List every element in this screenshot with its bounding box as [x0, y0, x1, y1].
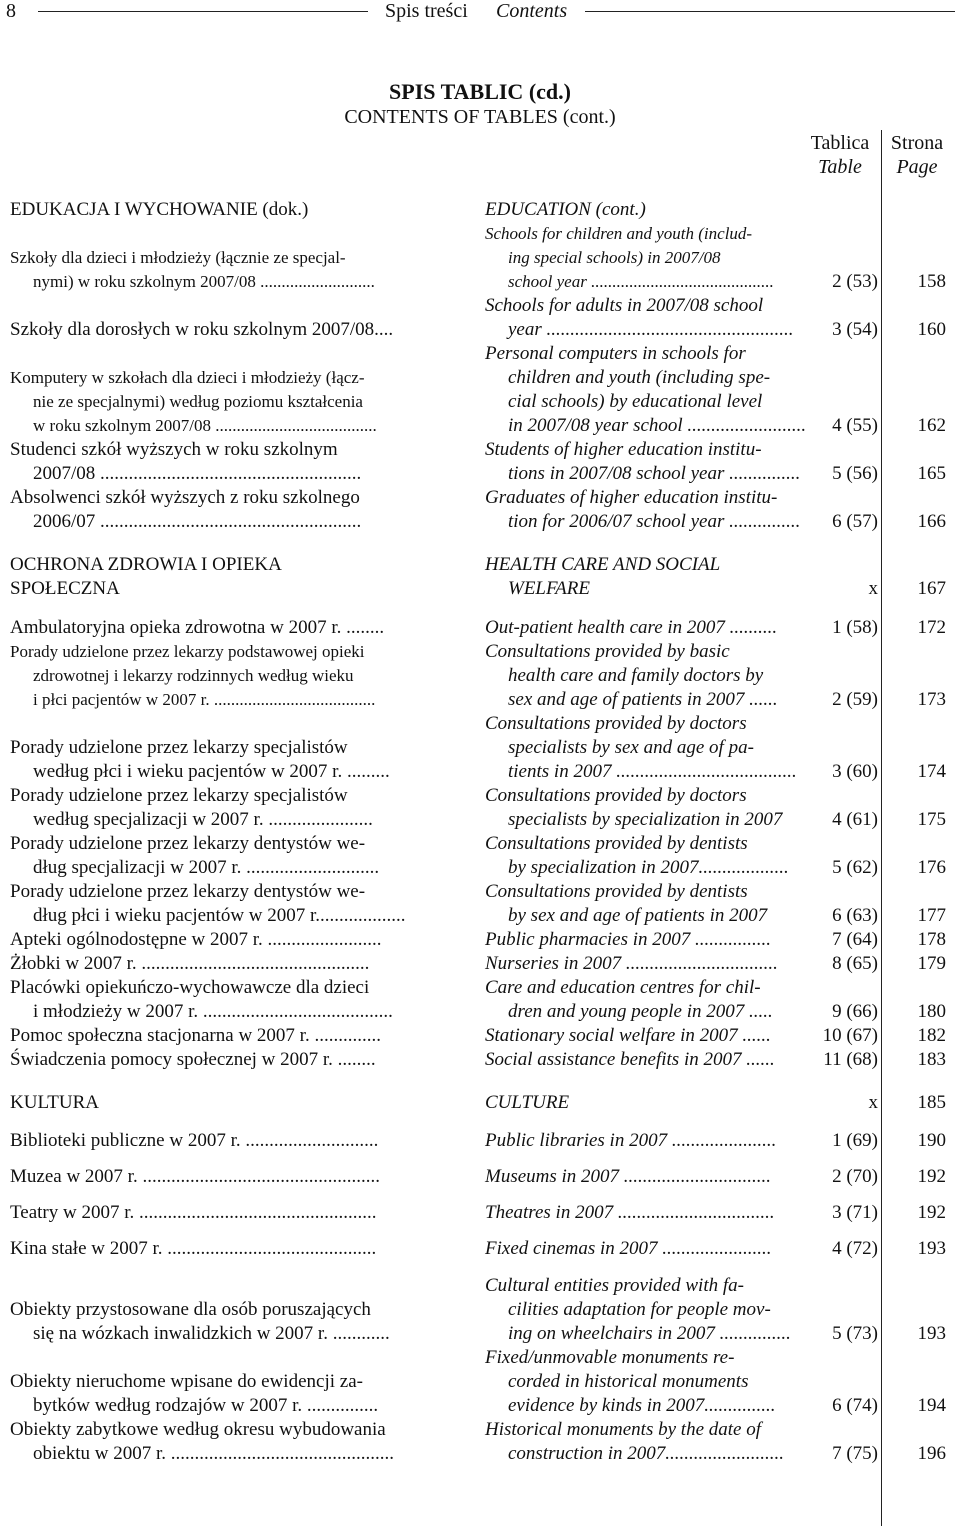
page-reference[interactable]: 160: [917, 319, 946, 340]
entry-title-en: health care and family doctors by: [508, 665, 764, 686]
page-reference[interactable]: 192: [917, 1166, 946, 1187]
header-rule-left: [38, 11, 368, 12]
column-divider: [881, 180, 882, 1526]
entry-title-en: CULTURE: [485, 1092, 570, 1113]
page-reference[interactable]: 176: [917, 857, 946, 878]
entry-title-pl: dług specjalizacji w 2007 r. ............................: [33, 857, 380, 878]
entry-title-en: ing special schools) in 2007/08: [508, 248, 721, 267]
page-reference[interactable]: 174: [917, 761, 946, 782]
entry-title-pl: KULTURA: [10, 1092, 100, 1113]
table-number: 4 (61): [832, 809, 878, 830]
entry-title-pl: Obiekty nieruchome wpisane do ewidencji za-: [10, 1371, 363, 1392]
table-number: 1 (58): [832, 617, 878, 638]
entry-title-pl: Studenci szkół wyższych w roku szkolnym: [10, 439, 338, 460]
page-subtitle: CONTENTS OF TABLES (cont.): [344, 106, 616, 128]
table-number: 4 (72): [832, 1238, 878, 1259]
entry-title-en: construction in 2007.........................: [508, 1443, 785, 1464]
page-reference[interactable]: 165: [917, 463, 946, 484]
table-number: 10 (67): [822, 1025, 878, 1046]
page-reference[interactable]: 180: [917, 1001, 946, 1022]
entry-title-en: corded in historical monuments: [508, 1371, 749, 1392]
entry-title-en: by specialization in 2007...................: [508, 857, 789, 878]
entry-title-pl: EDUKACJA I WYCHOWANIE (dok.): [10, 199, 309, 220]
page-reference[interactable]: 178: [917, 929, 946, 950]
table-number: 3 (60): [832, 761, 878, 782]
entry-title-pl: dług płci i wieku pacjentów w 2007 r...................: [33, 905, 406, 926]
entry-title-en: cilities adaptation for people mov-: [508, 1299, 771, 1320]
entry-title-en: evidence by kinds in 2007...............: [508, 1395, 776, 1416]
header-section-en: Contents: [496, 0, 568, 22]
entry-title-en: dren and young people in 2007 .....: [508, 1001, 773, 1022]
entry-title-pl: Żłobki w 2007 r. ................................................: [10, 953, 370, 974]
col-page-pl: Strona: [890, 132, 944, 154]
entry-title-en: Fixed cinemas in 2007 .......................: [485, 1238, 772, 1259]
page-reference[interactable]: 172: [917, 617, 946, 638]
entry-title-pl: Teatry w 2007 r. ..................................................: [10, 1202, 377, 1223]
table-number: 3 (54): [832, 319, 878, 340]
entry-title-pl: Porady udzielone przez lekarzy dentystów we-: [10, 833, 366, 854]
table-number: x: [868, 578, 878, 599]
page-number: 8: [6, 0, 16, 22]
entry-title-en: Historical monuments by the date of: [485, 1419, 761, 1440]
entry-title-en: Schools for adults in 2007/08 school: [485, 295, 764, 316]
page-reference[interactable]: 173: [917, 689, 946, 710]
col-page-en: Page: [896, 156, 938, 178]
page-reference[interactable]: 158: [917, 271, 946, 292]
entry-title-en: Care and education centres for chil-: [485, 977, 761, 998]
page-reference[interactable]: 177: [917, 905, 946, 926]
entry-title-en: Consultations provided by dentists: [485, 833, 748, 854]
page-reference[interactable]: 162: [917, 415, 946, 436]
entry-title-pl: OCHRONA ZDROWIA I OPIEKA: [10, 554, 282, 575]
table-number: 5 (62): [832, 857, 878, 878]
table-number: 2 (53): [832, 271, 878, 292]
table-number: x: [868, 1092, 878, 1113]
entry-title-pl: i płci pacjentów w 2007 r. ......................................: [33, 690, 376, 709]
table-number: 6 (74): [832, 1395, 878, 1416]
page-reference[interactable]: 192: [917, 1202, 946, 1223]
page-reference[interactable]: 167: [917, 578, 946, 599]
entry-title-en: Consultations provided by doctors: [485, 785, 747, 806]
table-number: 9 (66): [832, 1001, 878, 1022]
page-reference[interactable]: 183: [917, 1049, 946, 1070]
page-reference[interactable]: 175: [917, 809, 946, 830]
entry-title-pl: Świadczenia pomocy społecznej w 2007 r. ........: [10, 1049, 376, 1070]
entry-title-en: sex and age of patients in 2007 ......: [508, 689, 778, 710]
entry-title-en: Theatres in 2007 .................................: [485, 1202, 775, 1223]
entry-title-pl: Komputery w szkołach dla dzieci i młodzieży (łącz-: [10, 368, 365, 387]
table-number: 7 (75): [832, 1443, 878, 1464]
entry-title-en: Personal computers in schools for: [485, 343, 746, 364]
entry-title-pl: Szkoły dla dzieci i młodzieży (łącznie ze specjal-: [10, 248, 346, 267]
page-reference[interactable]: 185: [917, 1092, 946, 1113]
entry-title-pl: Szkoły dla dorosłych w roku szkolnym 2007/08....: [10, 319, 394, 340]
entry-title-pl: Absolwenci szkół wyższych z roku szkolnego: [10, 487, 360, 508]
page-reference[interactable]: 166: [917, 511, 946, 532]
entry-title-en: Nurseries in 2007 ................................: [485, 953, 778, 974]
entry-title-en: ing on wheelchairs in 2007 ...............: [508, 1323, 791, 1344]
entry-title-pl: i młodzieży w 2007 r. ........................................: [33, 1001, 393, 1022]
entry-title-pl: Obiekty zabytkowe według okresu wybudowania: [10, 1419, 386, 1440]
entry-title-en: Stationary social welfare in 2007 ......: [485, 1025, 771, 1046]
table-number: 5 (73): [832, 1323, 878, 1344]
entry-title-pl: Pomoc społeczna stacjonarna w 2007 r. ..............: [10, 1025, 381, 1046]
page-reference[interactable]: 179: [917, 953, 946, 974]
entry-title-en: WELFARE: [508, 578, 590, 599]
entry-title-pl: Porady udzielone przez lekarzy podstawowej opieki: [10, 642, 365, 661]
entry-title-pl: Obiekty przystosowane dla osób poruszających: [10, 1299, 371, 1320]
entry-title-pl: w roku szkolnym 2007/08 ......................................: [33, 416, 377, 435]
entry-title-en: EDUCATION (cont.): [485, 199, 646, 220]
entry-title-pl: Placówki opiekuńczo-wychowawcze dla dzieci: [10, 977, 370, 998]
entry-title-pl: według płci i wieku pacjentów w 2007 r. .........: [33, 761, 390, 782]
entry-title-pl: Porady udzielone przez lekarzy dentystów we-: [10, 881, 366, 902]
entry-title-en: cial schools) by educational level: [508, 391, 763, 412]
page-reference[interactable]: 193: [917, 1238, 946, 1259]
entry-title-pl: się na wózkach inwalidzkich w 2007 r. ............: [33, 1323, 390, 1344]
entry-title-pl: bytków według rodzajów w 2007 r. ...............: [33, 1395, 379, 1416]
table-number: 1 (69): [832, 1130, 878, 1151]
table-number: 3 (71): [832, 1202, 878, 1223]
header-section-pl: Spis treści: [385, 0, 468, 22]
entry-title-en: Public libraries in 2007 ......................: [485, 1130, 777, 1151]
entry-title-pl: Biblioteki publiczne w 2007 r. ............................: [10, 1130, 379, 1151]
table-number: 7 (64): [832, 929, 878, 950]
entry-title-en: specialists by sex and age of pa-: [508, 737, 754, 758]
entry-title-en: Students of higher education institu-: [485, 439, 762, 460]
page-title: SPIS TABLIC (cd.): [389, 79, 571, 104]
table-number: 6 (63): [832, 905, 878, 926]
header-rule-right: [585, 11, 955, 12]
entry-title-en: HEALTH CARE AND SOCIAL: [485, 554, 721, 575]
entry-title-en: children and youth (including spe-: [508, 367, 771, 388]
entry-title-pl: Porady udzielone przez lekarzy specjalistów: [10, 785, 348, 806]
entry-title-en: by sex and age of patients in 2007: [508, 905, 768, 926]
entry-title-pl: Porady udzielone przez lekarzy specjalistów: [10, 737, 348, 758]
table-number: 2 (70): [832, 1166, 878, 1187]
entry-title-en: Public pharmacies in 2007 ................: [485, 929, 772, 950]
entry-title-pl: 2007/08 .......................................................: [33, 463, 362, 484]
entry-title-en: tients in 2007 ......................................: [508, 761, 797, 782]
entry-title-pl: SPOŁECZNA: [10, 578, 120, 599]
page-reference[interactable]: 182: [917, 1025, 946, 1046]
entry-title-pl: Apteki ogólnodostępne w 2007 r. ........................: [10, 929, 382, 950]
col-table-pl: Tablica: [810, 132, 870, 154]
page-reference[interactable]: 193: [917, 1323, 946, 1344]
entry-title-en: Consultations provided by doctors: [485, 713, 747, 734]
column-divider-top: [881, 130, 882, 180]
entry-title-pl: Muzea w 2007 r. ..................................................: [10, 1166, 380, 1187]
entry-title-en: Graduates of higher education institu-: [485, 487, 778, 508]
page-reference[interactable]: 194: [917, 1395, 946, 1416]
entry-title-en: tions in 2007/08 school year ...............: [508, 463, 801, 484]
entry-title-en: Cultural entities provided with fa-: [485, 1275, 744, 1296]
entry-title-en: Fixed/unmovable monuments re-: [485, 1347, 735, 1368]
page-reference[interactable]: 190: [917, 1130, 946, 1151]
entry-title-en: in 2007/08 year school .........................: [508, 415, 807, 436]
table-number: 2 (59): [832, 689, 878, 710]
entry-title-en: Schools for children and youth (includ-: [485, 224, 753, 243]
entry-title-pl: według specjalizacji w 2007 r. ......................: [33, 809, 373, 830]
table-number: 6 (57): [832, 511, 878, 532]
entry-title-pl: nie ze specjalnymi) według poziomu kształcenia: [33, 392, 363, 411]
entry-title-en: Museums in 2007 ...............................: [485, 1166, 772, 1187]
table-number: 8 (65): [832, 953, 878, 974]
table-number: 11 (68): [823, 1049, 878, 1070]
entry-title-pl: zdrowotnej i lekarzy rodzinnych według wieku: [33, 666, 354, 685]
entry-title-en: Out-patient health care in 2007 ..........: [485, 617, 778, 638]
entry-title-en: Consultations provided by basic: [485, 641, 730, 662]
col-table-en: Table: [818, 156, 862, 178]
entry-title-en: Social assistance benefits in 2007 ......: [485, 1049, 775, 1070]
entry-title-pl: obiektu w 2007 r. ...............................................: [33, 1443, 394, 1464]
entry-title-pl: 2006/07 .......................................................: [33, 511, 362, 532]
table-number: 5 (56): [832, 463, 878, 484]
entry-title-en: specialists by specialization in 2007: [508, 809, 783, 830]
entry-title-en: Consultations provided by dentists: [485, 881, 748, 902]
entry-title-pl: Kina stałe w 2007 r. ............................................: [10, 1238, 377, 1259]
entry-title-en: school year ...........................................: [508, 272, 774, 291]
entry-title-en: year ....................................................: [508, 319, 794, 340]
entry-title-en: tion for 2006/07 school year ...............: [508, 511, 801, 532]
entry-title-pl: nymi) w roku szkolnym 2007/08 ...........................: [33, 272, 375, 291]
page-reference[interactable]: 196: [917, 1443, 946, 1464]
entry-title-pl: Ambulatoryjna opieka zdrowotna w 2007 r. ........: [10, 617, 385, 638]
table-number: 4 (55): [832, 415, 878, 436]
